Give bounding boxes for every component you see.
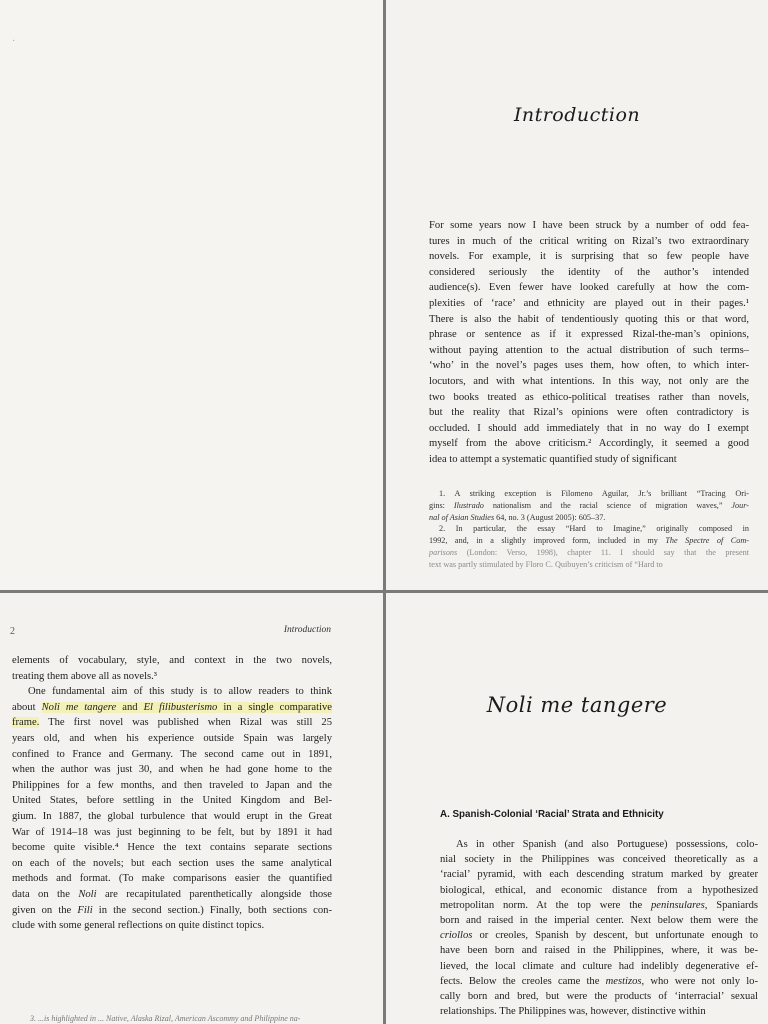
text-line: plexities of ‘race’ and ethnicity are played out in their pages.¹ — [429, 297, 749, 309]
text-line: elements of vocabulary, style, and context in the two novels, — [12, 655, 332, 666]
text-line: lieved, the local climate and culture had indelibly degenerative ef- — [440, 960, 758, 972]
text-line: without paying attention to the actual distribution of such terms– — [429, 344, 749, 356]
text-line: have been born and raised in the Philippines, where, it was be- — [440, 945, 758, 957]
text-line: frame. The first novel was published when Rizal was still 25 — [12, 717, 332, 729]
text-line: confined to France and Germany. The second came out in 1891, — [12, 748, 332, 760]
text-line: criollos or creoles, Spanish by descent, but unfortunate enough to — [440, 930, 758, 942]
text-line: ‘racial’ pyramid, with each descending stratum marked by greater — [440, 869, 758, 881]
text-line: about Noli me tangere and El filibusterismo in a single comparative — [12, 701, 332, 713]
text-line: treating them above all as novels.³ — [12, 670, 157, 682]
text-line: War of 1914–18 was just beginning to be felt, but by 1891 it had — [12, 826, 332, 838]
text-line: data on the Noli are recapitulated parenthetically alongside those — [12, 888, 332, 900]
text-line: years old, and when his experience outside Spain was largely — [12, 732, 332, 744]
text-line: but the reality that Rizal’s opinions were often contradictory is — [429, 407, 749, 419]
text-line: nial society in the Philippines was conceived theoretically as a — [440, 854, 758, 866]
text-line: clude with some general reflections on quite distinct topics. — [12, 920, 265, 932]
text-line: gium. In 1887, the global turbulence that would erupt in the Great — [12, 810, 332, 822]
text-line: novels. For example, it is surprising that so few people have — [429, 251, 749, 263]
text-line: tures in much of the critical writing on Rizal’s two extraordinary — [429, 235, 749, 247]
text-line: One fundamental aim of this study is to allow readers to think — [28, 686, 332, 698]
running-head: Introduction — [283, 625, 331, 635]
footnote-line: 2. In particular, the essay “Hard to Imagine,” originally composed in — [439, 524, 749, 534]
scan-mark: · — [12, 36, 16, 47]
text-line: become quite visible.⁴ Hence the text contains separate sections — [12, 842, 332, 854]
footnote-line: 1. A striking exception is Filomeno Aguilar, Jr.’s brilliant “Tracing Ori- — [439, 489, 749, 498]
text-line: For some years now I have been struck by a number of odd fea- — [429, 220, 749, 231]
body-text — [12, 653, 332, 934]
body-text — [429, 218, 749, 468]
text-line: audience(s). Even fewer have looked carefully at how the com- — [429, 282, 749, 294]
page-introduction-2 — [0, 593, 383, 1024]
text-line: metropolitan norm. At the top were the peninsulares, Spaniards — [440, 899, 758, 911]
text-line: given on the Fili in the second section.) Finally, both sections con- — [12, 904, 332, 916]
footnote-line: text was partly stimulated by Floro C. Quibuyen’s criticism of “Hard to — [429, 559, 663, 569]
footnote-fragment: 3. ...is highlighted in ... Native, Alaska Rizal, American Ascommy and Philippine na- — [30, 1014, 301, 1023]
text-line: relationships. The Philippines was, however, distinctive within — [440, 1006, 706, 1018]
text-line: phrase or sentence as if it expressed Rizal-the-man’s opinions, — [429, 329, 749, 341]
text-line: Philippines for a few months, and then traveled to Japan and the — [12, 779, 332, 791]
footnote-line: parisons (London: Verso, 1998), chapter 11. I should say that the present — [429, 547, 749, 557]
chapter-title: Introduction — [513, 104, 641, 126]
blank-page-top-left — [0, 0, 383, 590]
footnote-line: nal of Asian Studies 64, no. 3 (August 2005): 605–37. — [429, 512, 606, 522]
footnote-line: 1992, and, in a slightly improved form, included in my The Spectre of Com- — [429, 536, 749, 546]
text-line: on each of the novels; but each section uses the same analytical — [12, 857, 332, 869]
page-noli-opening — [386, 593, 768, 1024]
body-text — [440, 837, 758, 1019]
page-introduction-opening — [386, 0, 768, 590]
text-line: United States, before settling in the United Kingdom and Bel- — [12, 795, 332, 807]
text-line: biological, ethical, and economic distance from a hypothesized — [440, 884, 758, 896]
text-line: idea to attempt a systematic quantified study of significant — [429, 453, 677, 465]
footnotes — [429, 488, 749, 571]
text-line: myself from the above criticism.² Accordingly, it seemed a good — [429, 438, 749, 450]
section-heading: A. Spanish-Colonial ‘Racial’ Strata and Ethnicity — [440, 809, 664, 820]
text-line: occluded. I should add immediately that in no way do I exempt — [429, 422, 749, 434]
text-line: locutors, and with what intentions. In this way, not only are the — [429, 375, 749, 387]
text-line: when the author was just 30, and when he had gone home to the — [12, 764, 332, 776]
footnote-line: gins: Ilustrado nationalism and the racial science of migration waves,” Jour- — [429, 500, 749, 510]
text-line: considered seriously the identity of the author’s intended — [429, 266, 749, 278]
chapter-title: Noli me tangere — [486, 693, 668, 717]
text-line: methods and format. (To make comparisons easier the quantified — [12, 873, 332, 885]
text-line: fects. Below the creoles came the mestizos, who were not only lo- — [440, 975, 758, 987]
text-line: two books treated as ethico-political treatises rather than novels, — [429, 391, 749, 403]
text-line: There is also the habit of tendentiously quoting this or that word, — [429, 313, 749, 325]
text-line: As in other Spanish (and also Portuguese) possessions, colo- — [456, 839, 758, 850]
text-line: ‘who’ in the novel’s pages uses them, how often, to which inter- — [429, 360, 749, 372]
text-line: cally born and bred, but were the products of ‘interracial’ sexual — [440, 990, 758, 1002]
text-line: born and raised in the imperial center. Next below them were the — [440, 914, 758, 926]
page-number: 2 — [10, 626, 15, 637]
